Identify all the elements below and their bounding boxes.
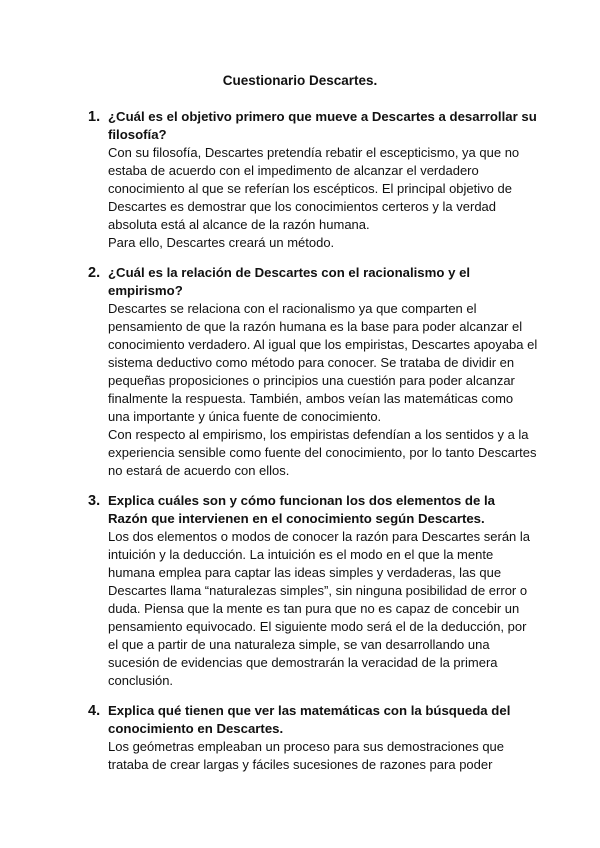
question-4-heading: [88, 702, 538, 738]
question-2-text: ¿Cuál es la relación de Descartes con el racionalismo y el empirismo?: [108, 265, 471, 298]
question-3-heading: [88, 492, 538, 528]
question-2-heading: [88, 264, 538, 300]
question-3-number: 3.: [88, 493, 101, 509]
question-3-text: Explica cuáles son y cómo funcionan los dos elementos de la Razón que intervienen en el conocimiento según Descartes.: [108, 493, 495, 526]
question-1-number: 1.: [88, 109, 101, 125]
question-2-number: 2.: [88, 265, 101, 281]
answer-2-paragraph-2: Con respecto al empirismo, los empiristas defendían a los sentidos y a la experiencia sensible como fuente del conocimiento, por lo tanto Descartes no estará de acuerdo con ellos.: [108, 427, 537, 478]
answer-4: [88, 738, 538, 774]
document-title: Cuestionario Descartes.: [222, 73, 378, 88]
answer-4-paragraph-1: Los geómetras empleaban un proceso para sus demostraciones que trataba de crear largas y fáciles sucesiones de razones para poder: [108, 739, 505, 772]
answer-2: [88, 300, 538, 480]
answer-1-paragraph-1: Con su filosofía, Descartes pretendía rebatir el escepticismo, ya que no estaba de acuerdo con el impedimento de alcanzar el verdadero conocimiento al que se referían los escépticos. El principal objetivo de Descartes es demostrar que los conocimientos certeros y la verdad absoluta está al alcance de la razón humana.: [108, 145, 520, 232]
question-4-text: Explica qué tienen que ver las matemáticas con la búsqueda del conocimiento en Descartes.: [108, 703, 511, 736]
question-2: [88, 264, 538, 480]
question-1-text: ¿Cuál es el objetivo primero que mueve a Descartes a desarrollar su filosofía?: [108, 109, 537, 142]
question-4: [88, 702, 538, 774]
question-4-number: 4.: [88, 703, 101, 719]
answer-1-paragraph-2: Para ello, Descartes creará un método.: [108, 235, 335, 250]
answer-3: [88, 528, 538, 690]
question-1-heading: [88, 108, 538, 144]
answer-1: [88, 144, 538, 252]
answer-2-paragraph-1: Descartes se relaciona con el racionalismo ya que comparten el pensamiento de que la razón humana es la base para poder alcanzar el conocimiento verdadero. Al igual que los empiristas, Descartes apoyaba el sistema deductivo como método para conocer. Se trataba de dividir en pequeñas proposiciones o principios una cuestión para poder alcanzar finalmente la respuesta. También, ambos veían las matemáticas como una importante y única fuente de conocimiento.: [108, 301, 538, 424]
answer-3-paragraph-1: Los dos elementos o modos de conocer la razón para Descartes serán la intuición y la deducción. La intuición es el modo en el que la mente humana emplea para captar las ideas simples y verdaderas, las que Descartes llama “naturalezas simples”, sin ninguna posibilidad de error o duda. Piensa que la mente es tan pura que no es capaz de concebir un pensamiento equivocado. El siguiente modo será el de la deducción, por el que a partir de una naturaleza simple, se van desarrollando una sucesión de evidencias que demostrarán la veracidad de la primera conclusión.: [108, 529, 531, 688]
question-3: [88, 492, 538, 690]
question-1: [88, 108, 538, 252]
